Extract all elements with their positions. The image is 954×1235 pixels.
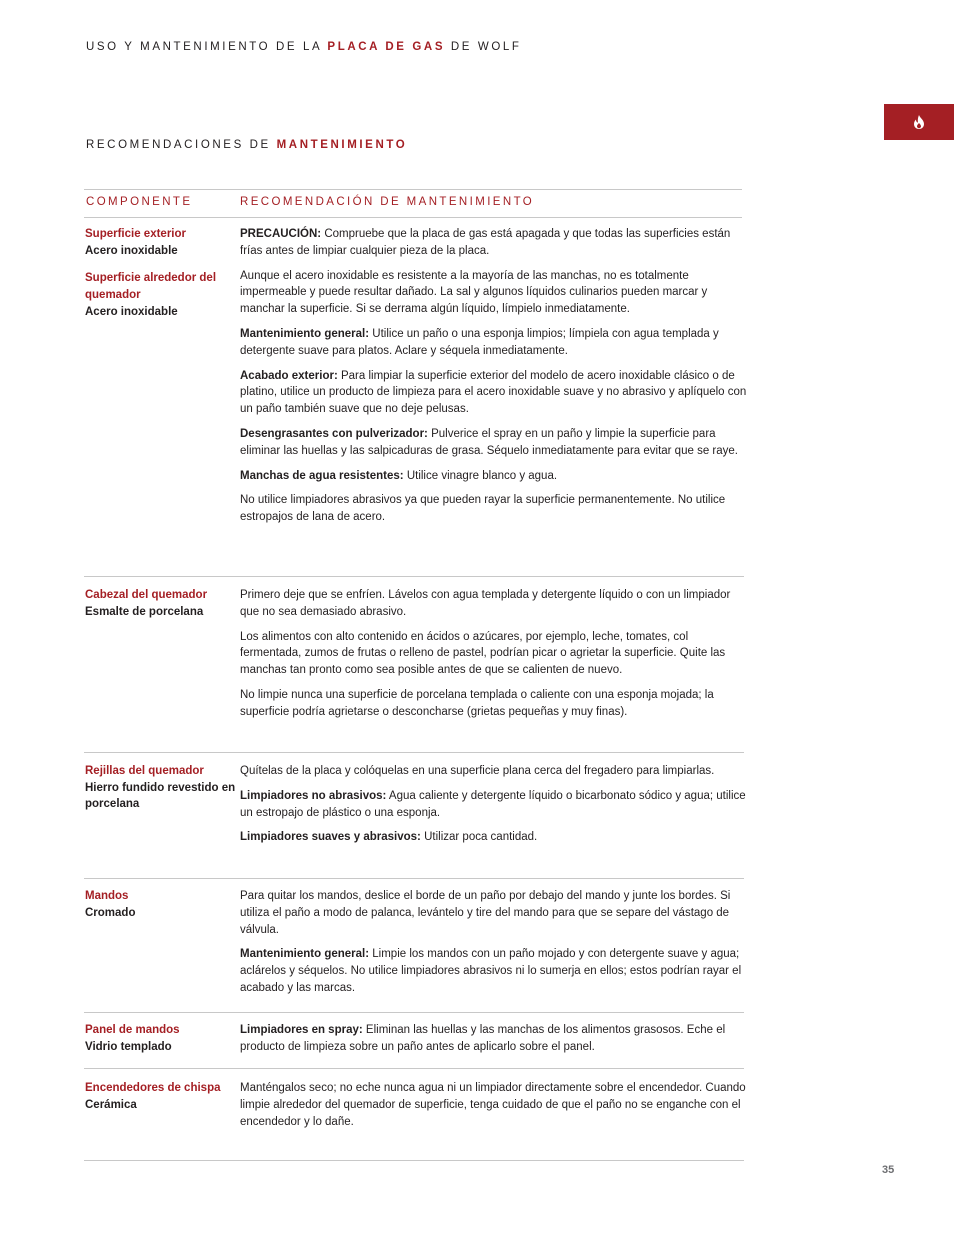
recommendation-paragraph: [240, 1080, 752, 1130]
recommendation-cell: [240, 888, 752, 1005]
recommendation-lead: Limpiadores no abrasivos:: [240, 789, 387, 802]
component-material: Cromado: [85, 906, 136, 919]
recommendation-lead: Limpiadores suaves y abrasivos:: [240, 831, 421, 844]
recommendation-paragraph: [240, 763, 752, 780]
column-header-component: COMPONENTE: [86, 196, 193, 208]
row-separator: [84, 1160, 744, 1161]
recommendation-lead: Limpiadores en spray:: [240, 1024, 363, 1036]
recommendation-text: No limpie nunca una superficie de porcelana templada o caliente con una esponja mojada; la superficie podría agrietarse o desconcharse (grietas pequeñas y muy finas).: [240, 688, 714, 718]
component-cell: [85, 888, 240, 921]
section-tab: [884, 104, 954, 140]
component-cell: [85, 587, 240, 620]
recommendation-lead: Mantenimiento general:: [240, 327, 370, 340]
recommendation-text: Para quitar los mandos, deslice el borde de un paño por debajo del mando y junte los bordes. Si utiliza el paño a modo de palanca, levántelo y tire del mando para que se separe del vástago de válvula.: [240, 890, 731, 936]
recommendation-paragraph: [240, 788, 752, 822]
running-header: [86, 41, 521, 53]
section-title-prefix: RECOMENDACIONES DE: [86, 139, 277, 151]
component-material: Cerámica: [85, 1098, 137, 1111]
recommendation-paragraph: [240, 629, 752, 679]
recommendation-text: Para limpiar la superficie exterior del modelo de acero inoxidable clásico o de platino, utilice un producto de limpieza para el acero inoxidable suave y no abrasivo y aplíquelo con un paño también suave que no deje pelusas.: [240, 369, 747, 416]
recommendation-text: Quítelas de la placa y colóquelas en una superficie plana cerca del fregadero para limpiarlas.: [240, 765, 715, 777]
flame-icon: [913, 115, 925, 129]
recommendation-paragraph: [240, 888, 752, 938]
component-cell: [85, 1022, 240, 1055]
section-title: [86, 139, 407, 151]
component-name: Mandos: [85, 890, 129, 902]
component-cell: [85, 226, 240, 321]
table-top-rule: [84, 189, 742, 190]
page-number: 35: [882, 1164, 895, 1176]
header-suffix: DE WOLF: [445, 41, 522, 53]
header-prefix: USO Y MANTENIMIENTO DE LA: [86, 41, 328, 53]
recommendation-lead: Desengrasantes con pulverizador:: [240, 427, 428, 440]
recommendation-paragraph: [240, 829, 752, 846]
recommendation-paragraph: [240, 587, 752, 621]
recommendation-paragraph: [240, 946, 752, 996]
recommendation-cell: [240, 763, 752, 854]
recommendation-paragraph: [240, 492, 752, 526]
recommendation-text: Agua caliente y detergente líquido o bicarbonato sódico y agua; utilice un estropajo de plástico o una esponja.: [240, 789, 746, 819]
recommendation-text: Utilizar poca cantidad.: [420, 831, 538, 844]
header-highlight: PLACA DE GAS: [327, 41, 446, 53]
component-material: Acero inoxidable: [85, 244, 178, 257]
recommendation-lead: Mantenimiento general:: [240, 948, 370, 961]
recommendation-paragraph: [240, 368, 752, 418]
recommendation-cell: [240, 1080, 752, 1138]
component-name: Superficie exterior: [85, 228, 186, 240]
recommendation-lead: PRECAUCIÓN:: [240, 228, 322, 240]
component-name: Cabezal del quemador: [85, 589, 208, 601]
header-bottom-rule: [84, 217, 742, 218]
component-name: Superficie alrededor del quemador: [85, 272, 217, 302]
recommendation-paragraph: [240, 326, 752, 360]
recommendation-lead: Acabado exterior:: [240, 369, 338, 382]
component-material: Vidrio templado: [85, 1040, 172, 1053]
row-separator: [84, 1012, 744, 1013]
component-cell: [85, 763, 240, 813]
recommendation-paragraph: [240, 468, 752, 485]
recommendation-text: Utilice un paño o una esponja limpios; límpiela con agua templada y detergente suave para platos. Aclare y séquela inmediatamente.: [240, 327, 719, 357]
recommendation-paragraph: [240, 268, 752, 318]
recommendation-text: Primero deje que se enfríen. Lávelos con agua templada y detergente líquido o con un limpiador que no sea demasiado abrasivo.: [240, 589, 731, 618]
component-material: Acero inoxidable: [85, 305, 178, 318]
row-separator: [84, 752, 744, 753]
section-title-highlight: MANTENIMIENTO: [276, 139, 408, 151]
row-separator: [84, 1068, 744, 1069]
row-separator: [84, 576, 744, 577]
recommendation-paragraph: [240, 687, 752, 721]
recommendation-cell: [240, 587, 752, 729]
component-name: Rejillas del quemador: [85, 765, 204, 777]
recommendation-text: Limpie los mandos con un paño mojado y con detergente suave y agua; aclárelos y séquelos. No utilice limpiadores abrasivos ni lo sumerja en ellos; estos podrían rayar el acabado y las marcas.: [240, 948, 742, 994]
component-name: Encendedores de chispa: [85, 1082, 221, 1094]
recommendation-text: Manténgalos seco; no eche nunca agua ni un limpiador directamente sobre el encendedor. Cuando limpie alrededor del quemador de superficie, tenga cuidado de que el paño no se enganche con el encendedor y lo dañe.: [240, 1082, 746, 1128]
recommendation-paragraph: [240, 226, 752, 260]
recommendation-text: Utilice vinagre blanco y agua.: [403, 469, 558, 482]
recommendation-lead: Manchas de agua resistentes:: [240, 469, 404, 482]
recommendation-text: Los alimentos con alto contenido en ácidos o azúcares, por ejemplo, leche, tomates, col fermentada, zumos de frutas o relleno de pastel, podrían picar o agrietar la superficie. Quite las manchas tan pronto como sea posible antes de que se calienten de nuevo.: [240, 630, 726, 677]
recommendation-text: Compruebe que la placa de gas está apagada y que todas las superficies están frías antes de limpiar cualquier pieza de la placa.: [240, 228, 731, 257]
component-name: Panel de mandos: [85, 1024, 180, 1036]
recommendation-text: Eliminan las huellas y las manchas de los alimentos grasosos. Eche el producto de limpieza sobre un paño antes de aplicarlo sobre el panel.: [240, 1024, 726, 1053]
recommendation-paragraph: [240, 426, 752, 460]
recommendation-cell: [240, 226, 752, 534]
row-separator: [84, 878, 744, 879]
component-cell: [85, 1080, 240, 1113]
recommendation-cell: [240, 1022, 752, 1064]
recommendation-paragraph: [240, 1022, 752, 1056]
component-material: Esmalte de porcelana: [85, 605, 204, 618]
column-header-recommendation: RECOMENDACIÓN DE MANTENIMIENTO: [240, 196, 535, 208]
recommendation-text: Aunque el acero inoxidable es resistente a la mayoría de las manchas, no es totalmente impermeable y puede resultar dañado. La sal y algunos líquidos culinarios pueden marcar y manchar la superficie. Si se derrama algún líquido, límpielo inmediatamente.: [240, 269, 708, 316]
recommendation-text: No utilice limpiadores abrasivos ya que pueden rayar la superficie permanentemente. No utilice estropajos de lana de acero.: [240, 494, 726, 524]
recommendation-text: Pulverice el spray en un paño y limpie la superficie para eliminar las huellas y las salpicaduras de grasa. Séquelo inmediatamente para evitar que se raye.: [240, 427, 738, 457]
component-material: Hierro fundido revestido en porcelana: [85, 781, 236, 811]
